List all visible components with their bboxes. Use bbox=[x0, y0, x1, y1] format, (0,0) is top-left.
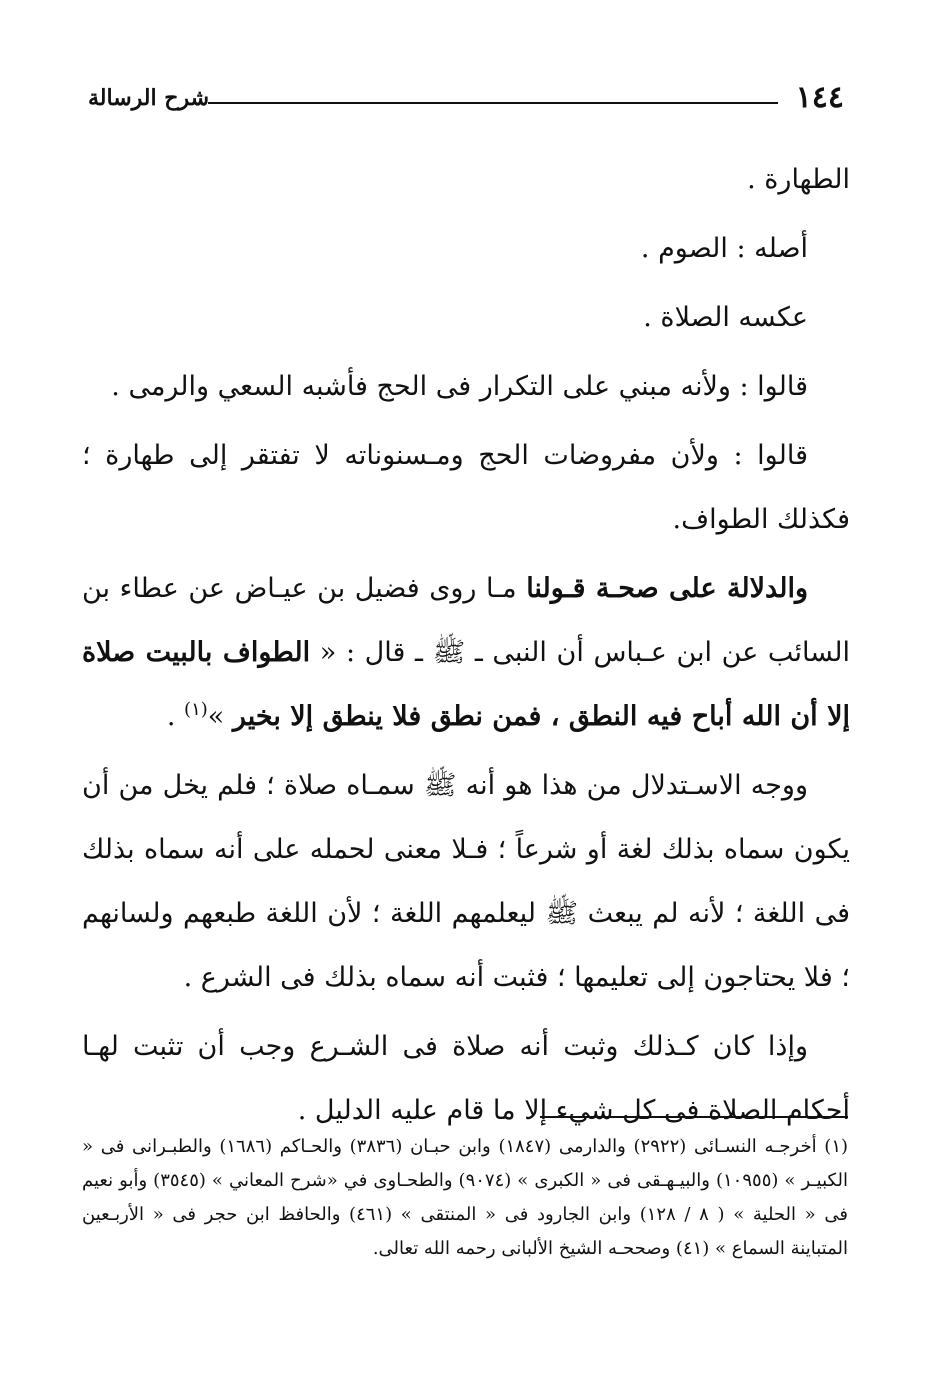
paragraph-6-end: . bbox=[166, 701, 185, 732]
header-rule bbox=[208, 102, 778, 104]
paragraph-4: قالوا : ولأنه مبني على التكرار فى الحج فأشبه السعي والرمى . bbox=[111, 371, 808, 402]
running-title: شرح الرسالة bbox=[88, 85, 210, 111]
paragraph-5: قالوا : ولأن مفروضات الحج ومـسنوناته لا تفتقر إلى طهارة ؛ فكذلك الطواف. bbox=[82, 440, 850, 535]
page-header bbox=[88, 78, 848, 118]
quote-close: » bbox=[207, 701, 233, 732]
page-number: ١٤٤ bbox=[795, 80, 844, 115]
paragraph-1: الطهارة . bbox=[747, 164, 850, 195]
paragraph-8: وإذا كان كـذلك وثبت أنه صلاة فى الشـرع وجب أن تثبت لهـا أحكام الصلاة فى كل شيء إلا ما قام عليه الدليل . bbox=[82, 1031, 850, 1126]
paragraph-6-text: مـا روى فضيل بن عيـاض عن عطاء بن السائب عن ابن عـباس أن النبى ـ ﷺ ـ قال : « bbox=[82, 573, 850, 668]
paragraph-7: ووجه الاسـتدلال من هذا هو أنه ﷺ سمـاه صلاة ؛ فلم يخل من أن يكون سماه بذلك لغة أو شرعاً ؛ فـلا معنى لحمله على أنه سماه بذلك فى اللغة ؛ لأنه لم يبعث ﷺ ليعلمهم اللغة ؛ لأن اللغة طبعهم ولسانهم ؛ فلا يحتاجون إلى تعليمها ؛ فثبت أنه سماه بذلك فى الشرع . bbox=[82, 770, 850, 993]
paragraph-2: أصله : الصوم . bbox=[640, 233, 808, 264]
footnote-1: (١) أخرجـه النسـائى (٢٩٢٢) والدارمى (١٨٤٧) وابن حبـان (٣٨٣٦) والحـاكم (١٦٨٦) والطبـرانى فى « الكبيـر » (١٠٩٥٥) والبيـهـقى فى « الكبرى » (٩٠٧٤) والطحـاوى في «شرح المعاني » (٣٥٤٥) وأبو نعيم فى « الحلية » ( ٨ / ١٢٨) وابن الجارود فى « المنتقى » (٤٦١) والحافظ ابن حجر فى « الأربـعين المتباينة السماع » (٤١) وصححـه الشيخ الألبانى رحمه الله تعالى. bbox=[82, 1136, 849, 1259]
hadith-quote: الطواف بالبيت صلاة إلا أن الله أباح فيه النطق ، فمن نطق فلا ينطق إلا بخير bbox=[82, 637, 850, 732]
paragraph-6 bbox=[82, 557, 850, 749]
body-text bbox=[82, 148, 850, 1148]
paragraph-3: عكسه الصلاة . bbox=[643, 302, 808, 333]
paragraph-6-lead: والدلالة على صحـة قـولنا bbox=[526, 573, 809, 604]
footnote-rule bbox=[540, 1116, 848, 1118]
footnote-reference: (١) bbox=[184, 699, 208, 720]
footnote bbox=[82, 1130, 848, 1266]
